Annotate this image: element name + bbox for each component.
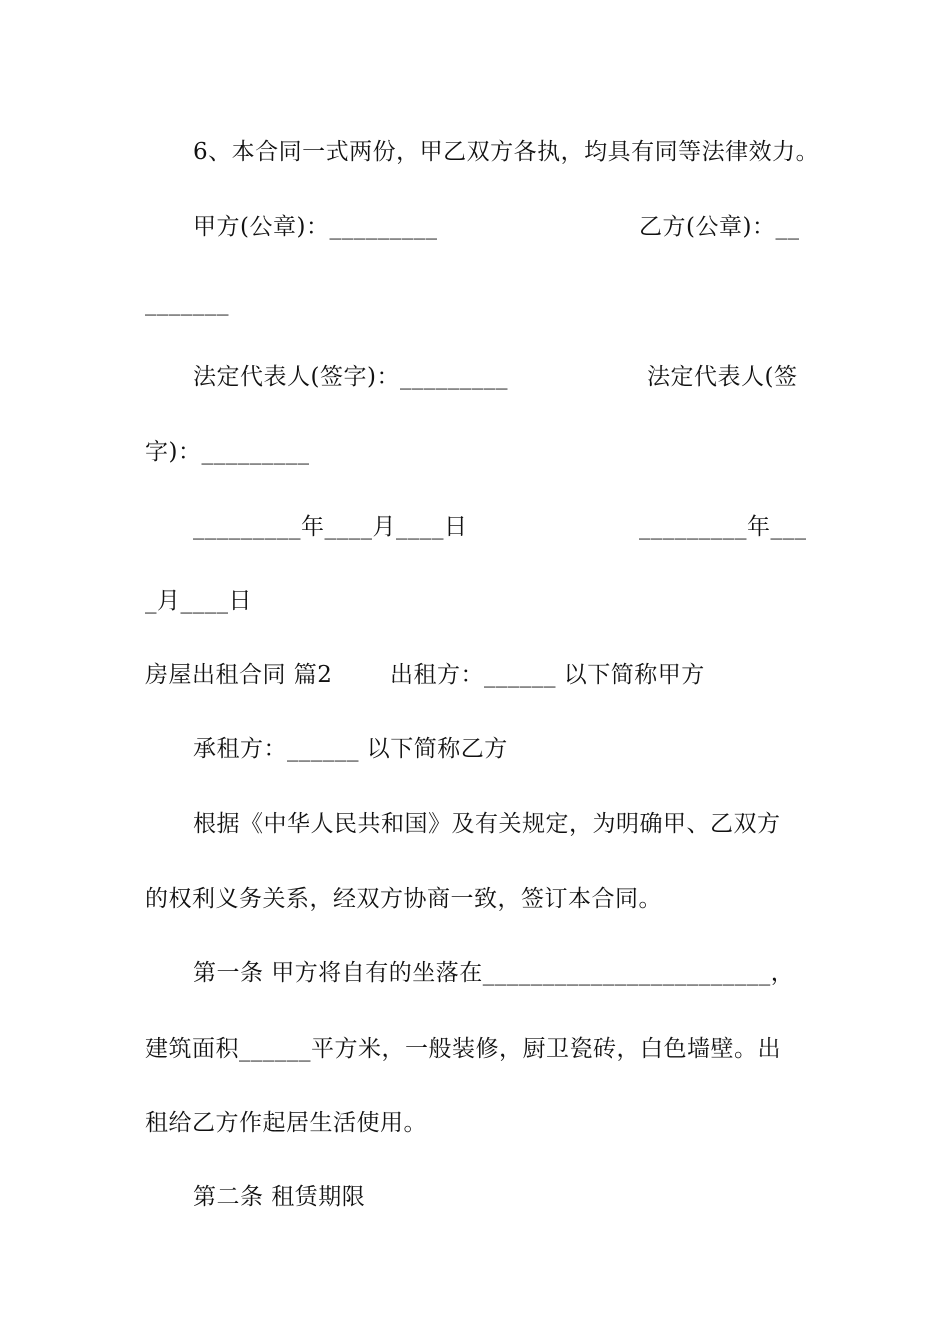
preamble-paragraph: 根据《中华人民共和国》及有关规定，为明确甲、乙双方 (193, 811, 781, 837)
party-b-seal-field-continued: _______ (145, 290, 229, 316)
party-b-seal-field: 乙方(公章)：__ (639, 214, 800, 240)
party-a-representative-field: 法定代表人(签字)：_________ (193, 364, 508, 390)
section-title: 房屋出租合同 篇2 (145, 662, 333, 688)
party-a-date-field: _________年____月____日 (193, 514, 468, 540)
article-1-text-end: 租给乙方作起居生活使用。 (145, 1110, 427, 1136)
party-b-representative-field-continued: 字)：_________ (145, 439, 310, 465)
clause-6-text: 6、本合同一式两份，甲乙双方各执，均具有同等法律效力。 (193, 139, 820, 165)
lessor-field: 出租方：______ 以下简称甲方 (390, 662, 705, 688)
party-b-date-field-continued: _月____日 (145, 588, 252, 614)
article-1-text: 第一条 甲方将自有的坐落在________________________， (193, 960, 795, 986)
lessee-field: 承租方：______ 以下简称乙方 (193, 736, 508, 762)
article-1-text-continued: 建筑面积______平方米，一般装修，厨卫瓷砖，白色墙壁。出 (145, 1036, 781, 1062)
party-b-date-field: _________年___ (639, 514, 807, 540)
article-2-heading: 第二条 租赁期限 (193, 1184, 366, 1210)
preamble-paragraph-continued: 的权利义务关系，经双方协商一致，签订本合同。 (145, 886, 662, 912)
party-b-representative-field: 法定代表人(签 (647, 364, 798, 390)
party-a-seal-field: 甲方(公章)：_________ (193, 214, 438, 240)
